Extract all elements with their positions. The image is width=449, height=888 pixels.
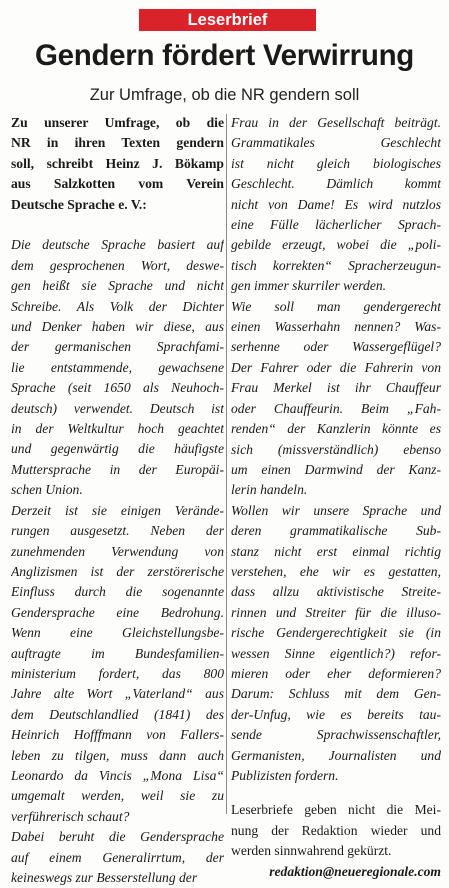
right-column (231, 113, 441, 882)
text-line: ist nicht gleich biologisches (231, 155, 441, 171)
text-line: dem gesprochenen Wort, deswe- (11, 257, 224, 273)
text-line: deutsch) verwendet. Deutsch ist (11, 400, 224, 416)
section-badge: Leserbrief (139, 9, 316, 31)
text-line: nicht von Dame! Es wird nutzlos (231, 196, 441, 212)
text-line: lie entstammende, gewachsene (11, 359, 224, 375)
text-line: gen heißt sie Sprache und nicht (11, 278, 224, 294)
text-line: Darum: Schluss mit dem Gen- (231, 686, 441, 702)
text-line: schen Union. (11, 482, 83, 498)
text-line: NR in ihren Texten gendern (11, 135, 224, 151)
text-line: Leonardo da Vincis „Mona Lisa“ (11, 767, 224, 783)
text-line: eine Fülle lächerlicher Sprach- (231, 217, 441, 233)
text-line: der-Unfug, wie es bereits tau- (231, 706, 441, 722)
text-line: keineswegs zur Besserstellung der (11, 870, 198, 886)
text-line: einen Wasserhahn nennen? Was- (231, 319, 441, 335)
editorial-note (231, 800, 441, 861)
text-line: sende Sprachwissenschaftler, (231, 727, 441, 743)
text-line: tisch korrekten“ Spracherzeugun- (231, 257, 441, 273)
article-headline: Gendern fördert Verwirrung (34, 39, 415, 72)
text-line: aus Salzkotten vom Verein (11, 176, 224, 192)
text-line: Germanisten, Journalisten und (231, 747, 441, 763)
text-line: dass allzu aktivistische Streite- (231, 584, 441, 600)
text-line: Deutsche Sprache e. V.: (11, 196, 147, 212)
text-line: Jahre alte Wort „Vaterland“ aus (11, 686, 224, 702)
text-line: dem Deutschlandlied (1841) des (11, 706, 224, 722)
letter-text-left (11, 235, 224, 888)
text-line: Wie soll man gendergerecht (231, 298, 441, 314)
text-line: Frau Merkel ist ihr Chauffeur (231, 380, 441, 396)
text-line: rische Gendergerechtigkeit sie (in (231, 625, 441, 641)
text-line: werden sinnwahrend gekürzt. (231, 843, 392, 859)
left-column (11, 113, 224, 888)
text-line: zunehmenden Verwendung von (11, 543, 224, 559)
text-line: Publizisten fordern. (231, 768, 339, 783)
text-line: auftragte im Bundesfamilien- (11, 645, 224, 661)
text-line: Grammatikales Geschlecht (231, 135, 441, 151)
text-line: auf einem Generalirrtum, der (11, 849, 224, 865)
text-line: und Denker haben wir diese, aus (11, 319, 224, 335)
text-line: renden“ der Kanzlerin könnte es (231, 421, 441, 437)
text-line: sich (missverständlich) ebenso (231, 441, 441, 457)
text-line: soll, schreibt Heinz J. Bökamp (11, 155, 224, 171)
article-subheadline: Zur Umfrage, ob die NR gendern soll (89, 86, 360, 104)
text-line: und gegenwärtig die häufigste (11, 441, 224, 457)
text-line: Wollen wir unsere Sprache und (231, 502, 441, 518)
text-line: rinnen und Streiter für die illuso- (231, 604, 441, 620)
text-line: Wenn eine Gleichstellungsbe- (11, 625, 224, 641)
text-line: gen immer skurriler werden. (231, 278, 387, 294)
text-line: oder Chauffeurin. Beim „Fah- (231, 400, 441, 416)
text-line: Einfluss durch die sogenannte (11, 584, 224, 600)
text-line: nung der Redaktion wieder und (231, 822, 441, 838)
text-line: Zu unserer Umfrage, ob die (11, 115, 224, 130)
text-line: Sprache (seit 1650 als Neuhoch- (11, 380, 224, 396)
text-line: leben zu tilgen, muss dann auch (11, 747, 224, 763)
text-line: Frau in der Gesellschaft beiträgt. (231, 115, 441, 130)
text-line: umgemalt werden, weil sie zu (11, 788, 224, 804)
text-line: Die deutsche Sprache basiert auf (11, 237, 224, 253)
text-line: deren grammatikalische Sub- (231, 523, 441, 539)
text-line: Geschlecht. Dämlich kommt (231, 176, 441, 192)
column-divider (226, 114, 227, 814)
text-line: Leserbriefe geben nicht die Mei- (231, 802, 441, 818)
text-line: um einen Darmwind der Kanz- (231, 461, 441, 477)
text-line: mieren oder eher deformieren? (231, 665, 441, 681)
text-line: Schreibe. Als Volk der Dichter (11, 298, 224, 314)
text-line: der germanischen Sprachfami- (11, 339, 224, 355)
text-line: verstehen, ehe wir es gestatten, (231, 563, 441, 579)
text-line: serhenne oder Wassergeflügel? (231, 339, 441, 355)
email-address[interactable]: redaktion@neueregionale.com (269, 863, 441, 879)
intro-paragraph (11, 113, 224, 215)
text-line: wessen Sinne eigentlich?) refor- (231, 645, 441, 661)
text-line: Muttersprache in der Europäi- (11, 461, 224, 477)
text-line: Gendersprache eine Bedrohung. (11, 604, 224, 620)
text-line: Der Fahrer oder die Fahrerin von (231, 359, 441, 375)
text-line: in der Weltkultur hoch geachtet (11, 421, 224, 437)
text-line: stanz nicht erst einmal richtig (231, 543, 441, 559)
text-line: rungen ausgesetzt. Neben der (11, 523, 224, 539)
text-line: gebilde erzeugt, wobei die „poli- (231, 237, 441, 253)
text-line: Anglizismen ist der zerstörerische (11, 563, 224, 579)
text-line: Dabei beruht die Gendersprache (11, 829, 224, 845)
letter-text-right (231, 113, 441, 786)
text-line: Heinrich Hofffmann von Fallers- (11, 727, 224, 743)
text-line: lerin handeln. (231, 482, 308, 498)
text-line: Derzeit ist sie einigen Verände- (11, 502, 224, 518)
text-line: verführerisch schaut? (11, 808, 130, 824)
text-line: ministerium fordert, das 800 (11, 665, 224, 681)
